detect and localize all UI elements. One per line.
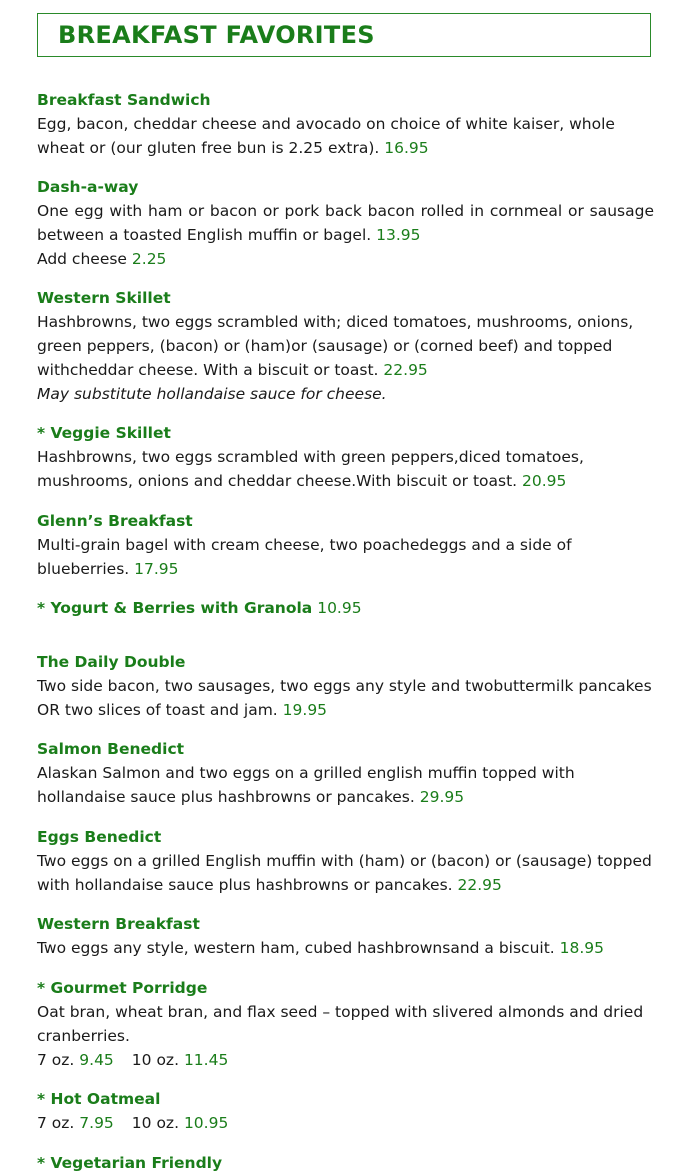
item-note: May substitute hollandaise sauce for cheese. xyxy=(37,385,387,403)
item-sizes: 7 oz. 7.95 10 oz. 10.95 xyxy=(37,1114,229,1132)
item-name: Breakfast Sandwich xyxy=(37,91,211,109)
menu-item-gourmet-porridge xyxy=(37,976,654,1072)
item-price: 16.95 xyxy=(384,139,429,157)
item-name: Salmon Benedict xyxy=(37,740,185,758)
menu-item-breakfast-sandwich xyxy=(37,88,654,160)
size-price: 11.45 xyxy=(183,1051,229,1069)
item-name: Western Breakfast xyxy=(37,915,200,933)
item-price: 22.95 xyxy=(457,876,502,894)
item-description: Hashbrowns, two eggs scrambled with green peppers,diced tomatoes, mushrooms, onions and cheddar cheese.With biscuit or toast. 20.95 xyxy=(37,448,584,490)
item-price: 19.95 xyxy=(282,701,328,719)
section-title: BREAKFAST FAVORITES xyxy=(58,21,375,49)
item-name: * Vegetarian Friendly xyxy=(37,1154,223,1172)
item-name: * Veggie Skillet xyxy=(37,424,171,442)
item-price: 13.95 xyxy=(376,226,421,244)
section-title-box xyxy=(37,13,651,57)
menu-item-daily-double xyxy=(37,650,654,722)
item-description: Two eggs on a grilled English muffin with (ham) or (bacon) or (sausage) topped with hollandaise sauce plus hashbrowns or pancakes. 22.95 xyxy=(37,852,652,894)
item-description: Oat bran, wheat bran, and flax seed – topped with slivered almonds and dried cranberries. xyxy=(37,1003,644,1045)
item-name: Glenn’s Breakfast xyxy=(37,512,193,530)
item-description: One egg with ham or bacon or pork back bacon rolled in cornmeal or sausage between a toasted English muffin or bagel. 13.95 xyxy=(37,202,654,244)
item-name: Dash-a-way xyxy=(37,178,139,196)
item-name: * Gourmet Porridge xyxy=(37,979,208,997)
menu-item-hot-oatmeal xyxy=(37,1087,654,1135)
item-description: Two side bacon, two sausages, two eggs any style and twobuttermilk pancakes OR two slices of toast and jam. 19.95 xyxy=(37,677,652,719)
item-description: Multi-grain bagel with cream cheese, two poachedeggs and a side of blueberries. 17.95 xyxy=(37,536,572,578)
item-name: * Hot Oatmeal xyxy=(37,1090,161,1108)
menu-item-salmon-benedict xyxy=(37,737,654,809)
item-description: Egg, bacon, cheddar cheese and avocado on choice of white kaiser, whole wheat or (our gluten free bun is 2.25 extra). 16.95 xyxy=(37,115,615,157)
item-price: 22.95 xyxy=(383,361,428,379)
menu-item-dash-a-way xyxy=(37,175,654,271)
item-price: 18.95 xyxy=(559,939,605,957)
item-name: The Daily Double xyxy=(37,653,186,671)
item-price: 17.95 xyxy=(134,560,179,578)
item-description: Hashbrowns, two eggs scrambled with; diced tomatoes, mushrooms, onions, green peppers, (bacon) or (ham)or (sausage) or (corned beef) and topped withcheddar cheese. With a biscuit or toast. 22.95 xyxy=(37,313,634,379)
item-price: 10.95 xyxy=(317,599,362,617)
menu-item-eggs-benedict xyxy=(37,825,654,897)
size-price: 9.45 xyxy=(79,1051,114,1069)
item-sizes: 7 oz. 9.45 10 oz. 11.45 xyxy=(37,1051,229,1069)
item-description: Alaskan Salmon and two eggs on a grilled english muffin topped with hollandaise sauce plus hashbrowns or pancakes. 29.95 xyxy=(37,764,575,806)
item-name: Western Skillet xyxy=(37,289,171,307)
item-name: * Yogurt & Berries with Granola xyxy=(37,599,313,617)
item-price: 29.95 xyxy=(419,788,465,806)
size-price: 10.95 xyxy=(183,1114,229,1132)
menu-item-glenns-breakfast xyxy=(37,509,654,581)
size-price: 7.95 xyxy=(79,1114,114,1132)
menu-item-yogurt-berries xyxy=(37,596,654,620)
item-name: Eggs Benedict xyxy=(37,828,162,846)
menu-item-western-skillet xyxy=(37,286,654,406)
menu-item-veggie-skillet xyxy=(37,421,654,493)
item-description: Two eggs any style, western ham, cubed hashbrownsand a biscuit. 18.95 xyxy=(37,939,605,957)
menu-item-western-breakfast xyxy=(37,912,654,960)
item-extra: Add cheese 2.25 xyxy=(37,250,167,268)
extra-price: 2.25 xyxy=(131,250,167,268)
vegetarian-friendly-legend xyxy=(37,1151,654,1175)
item-price: 20.95 xyxy=(522,472,567,490)
